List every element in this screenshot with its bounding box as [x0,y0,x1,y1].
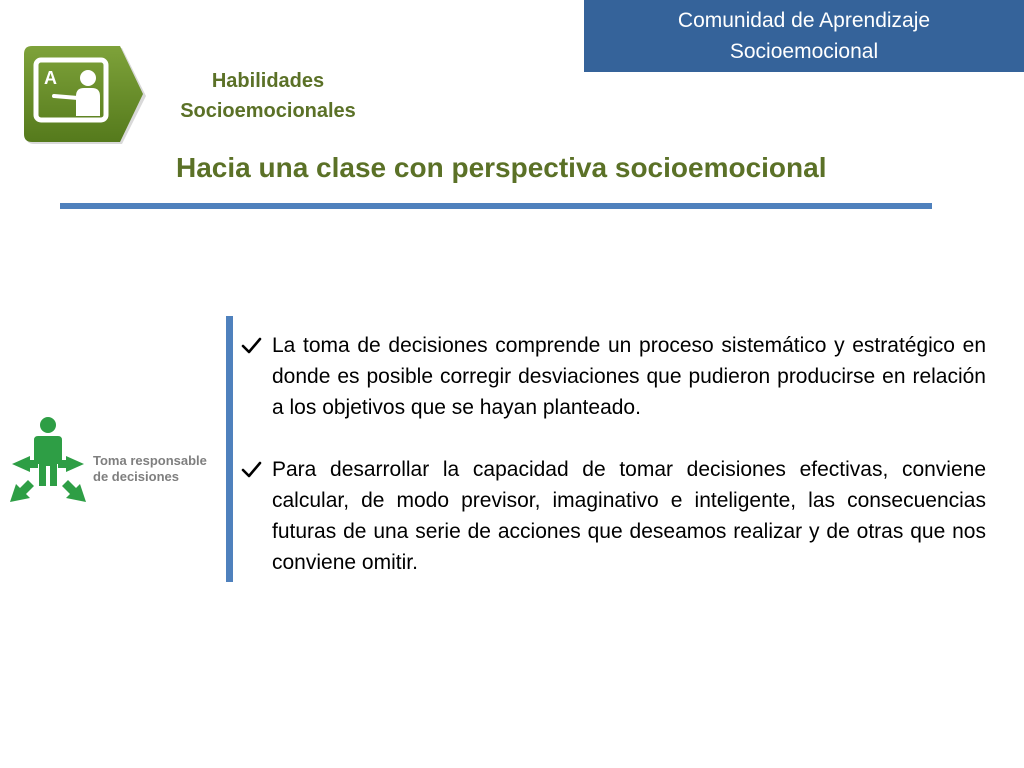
bullet-text: La toma de decisiones comprende un proceso sistemático y estratégico en donde es posible corregir desviaciones que pudieron producirse en relación a los objetivos que se hayan planteado. [272,334,986,419]
bullet-text: Para desarrollar la capacidad de tomar decisiones efectivas, conviene calcular, de modo previsor, imaginativo e inteligente, las consecuencias futuras de una serie de acciones que deseamos realizar y de otras que nos conviene omitir. [272,458,986,574]
program-title-line1: Habilidades [211,70,325,92]
content-accent-bar [226,316,233,582]
program-title [168,66,368,126]
checkmark-icon [240,459,262,481]
skill-label-line2: de decisiones [93,469,179,484]
skill-label-line1: Toma responsable [93,453,207,468]
community-title-line2: Socioemocional [729,40,879,63]
slide-title: Hacia una clase con perspectiva socioemocional [176,152,827,183]
logo-letter: A [44,68,57,88]
program-title-line2: Socioemocionales [180,100,356,122]
title-divider [60,203,932,209]
community-banner [584,0,1024,72]
checkmark-icon [240,335,262,357]
community-title-line1: Comunidad de Aprendizaje [677,9,931,32]
list-item [240,454,986,578]
list-item [240,330,986,423]
bullet-list [240,330,986,609]
person-arrows-icon [8,416,88,506]
skill-label [93,453,207,485]
teacher-board-icon [22,44,150,148]
